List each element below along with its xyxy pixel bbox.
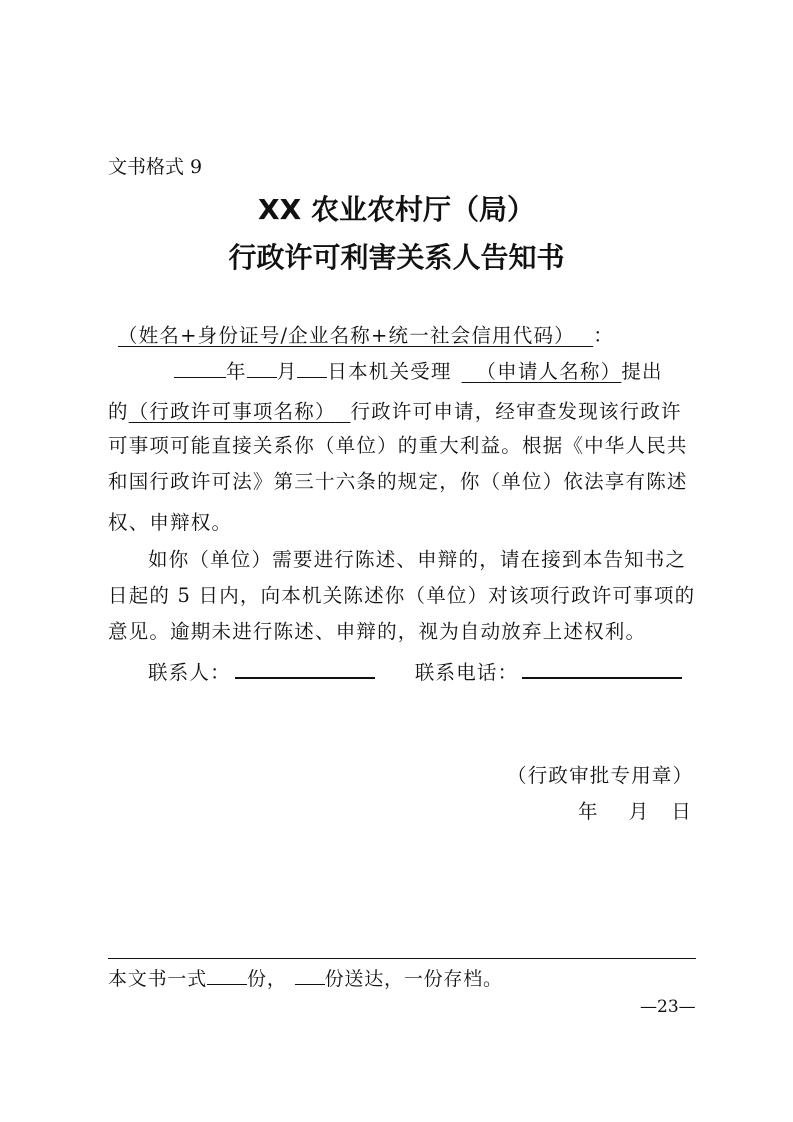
footer-copies-line — [108, 964, 503, 991]
item-field[interactable]: （行政许可事项名称） — [128, 400, 336, 423]
title-line-1: XX 农业农村厅（局） — [258, 193, 535, 226]
addressee-colon: ： — [593, 324, 614, 347]
paragraph-1-line-3: 可事项可能直接关系你（单位）的重大利益。根据《中华人民共 — [108, 434, 688, 457]
paragraph-1-line-5: 权、申辩权。 — [108, 511, 233, 534]
page-number: —23— — [640, 997, 696, 1017]
de-text: 的 — [108, 400, 129, 423]
seal-date-month: 月 — [628, 800, 650, 823]
title-line-2: 行政许可利害关系人告知书 — [228, 241, 565, 274]
paragraph-2-line-1: 如你（单位）需要进行陈述、申辩的，请在接到本告知书之 — [148, 548, 687, 571]
contact-person-label: 联系人： — [148, 661, 231, 684]
paragraph-2-line-3: 意见。逾期未进行陈述、申辩的，视为自动放弃上述权利。 — [108, 620, 647, 643]
paragraph-1-line-4: 和国行政许可法》第三十六条的规定，你（单位）依法享有陈述 — [108, 470, 688, 493]
contact-line — [148, 657, 682, 685]
year-text: 年 — [226, 360, 247, 383]
month-blank[interactable] — [247, 359, 277, 378]
addressee-field[interactable]: （姓名+身份证号/企业名称+统一社会信用代码） — [118, 324, 566, 347]
copies-total-blank[interactable] — [207, 966, 247, 985]
seal-date-line — [578, 796, 692, 824]
tail-text-2: 行政许可申请，经审查发现该行政许 — [350, 400, 682, 423]
paragraph-2-line-2: 日起的 5 日内，向本机关陈述你（单位）对该项行政许可事项的 — [108, 584, 696, 607]
day-blank[interactable] — [297, 359, 327, 378]
tail-text-1: 提出 — [621, 360, 663, 383]
contact-phone-label: 联系电话： — [414, 661, 519, 684]
footer-text-1: 本文书一式 — [108, 968, 208, 990]
seal-date-year: 年 — [578, 800, 599, 823]
doc-format-label: 文书格式 9 — [108, 156, 203, 178]
footer-divider — [108, 958, 696, 959]
contact-phone-blank[interactable] — [522, 659, 682, 679]
month-text: 月 — [276, 360, 298, 383]
contact-person-blank[interactable] — [235, 659, 375, 679]
paragraph-1-line-1 — [174, 356, 663, 384]
addressee-line — [108, 320, 614, 348]
approval-seal-text: （行政审批专用章） — [507, 764, 694, 787]
footer-text-3: 份送达，一份存档。 — [324, 968, 503, 990]
day-text: 日本机关受理 — [327, 360, 452, 383]
copies-served-blank[interactable] — [295, 966, 325, 985]
year-blank[interactable] — [174, 359, 226, 378]
paragraph-1-line-2 — [108, 396, 682, 424]
footer-text-2: 份， — [247, 968, 287, 990]
seal-date-day: 日 — [671, 800, 693, 823]
applicant-field[interactable]: （申请人名称） — [476, 360, 622, 383]
